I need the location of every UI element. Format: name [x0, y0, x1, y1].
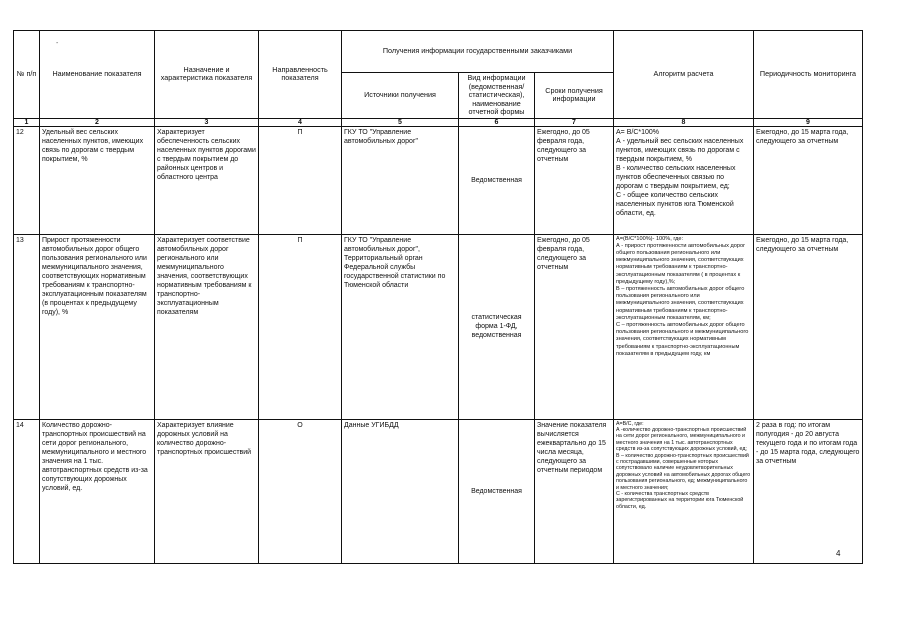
algorithm-line: С – протяженность автомобильных дорог общего пользования регионального и межмуниципального значения, соответствующих нормативным требованиям к транспортно-эксплуатационным показателям в предыдущем году, км	[616, 321, 749, 357]
indicators-table	[13, 30, 863, 564]
header-sources: Источники получения	[342, 73, 459, 119]
column-number: 5	[342, 118, 459, 126]
header-direction: Направленность показателя	[259, 31, 342, 119]
page-number: 4	[836, 549, 841, 558]
row-sources: ГКУ ТО "Управление автомобильных дорог"	[342, 126, 459, 234]
algorithm-line: А= В/С*100%	[616, 128, 659, 136]
row-num: 14	[14, 419, 40, 563]
algorithm-line: В – количество дорожно-транспортных происшествий с пострадавшими, совершенные которых сопутствовало наличие неудовлетворительных дорожных условий на автомобильных дорогах общего пользования регионального, ед; межмуниципального и местного значения;	[616, 452, 751, 491]
column-number: 1	[14, 118, 40, 126]
row-sources: ГКУ ТО "Управление автомобильных дорог", Территориальный орган Федеральной службы государственной статистики по Тюменской области	[342, 234, 459, 419]
column-numbers-row	[14, 118, 863, 126]
header-name: Наименование показателя	[40, 31, 155, 119]
algorithm-line: В - количество сельских населенных пунктов обеспеченных связью по дорогам с твердым покрытием, ед;	[616, 164, 736, 190]
column-number: 6	[459, 118, 535, 126]
header-terms: Сроки получения информации	[535, 73, 614, 119]
row-purpose: Характеризует соответствие автомобильных дорог регионального или межмуниципального значения, соответствующих нормативным требованиям к транспортно-эксплуатационным показателям	[155, 234, 259, 419]
row-purpose: Характеризует влияние дорожных условий на количество дорожно-транспортных происшествий	[155, 419, 259, 563]
row-terms: Ежегодно, до 05 февраля года, следующего за отчетным	[535, 234, 614, 419]
header-algorithm: Алгоритм расчета	[614, 31, 754, 119]
header-num: № п/п	[14, 31, 40, 119]
algorithm-line: А=В/С, где:	[616, 420, 644, 427]
row-num: 13	[14, 234, 40, 419]
table-row	[14, 419, 863, 563]
row-periodicity: Ежегодно, до 15 марта года, следующего за отчетным	[754, 126, 863, 234]
row-info-type: Ведомственная	[459, 126, 535, 234]
row-periodicity: Ежегодно, до 15 марта года, следующего за отчетным	[754, 234, 863, 419]
algorithm-line: С - количества транспортных средств зарегистрированных на территории юга Тюменской области, ед.	[616, 490, 744, 510]
column-number: 3	[155, 118, 259, 126]
row-name: Удельный вес сельских населенных пунктов, имеющих связь по дорогам с твердым покрытием, %	[40, 126, 155, 234]
row-terms: Ежегодно, до 05 февраля года, следующего за отчетным	[535, 126, 614, 234]
header-info-group: Получения информации государственными заказчиками	[342, 31, 614, 73]
column-number: 8	[614, 118, 754, 126]
column-number: 4	[259, 118, 342, 126]
algorithm-line: А=(В/С*100%)- 100%, где:	[616, 235, 684, 242]
header-purpose: Назначение и характеристика показателя	[155, 31, 259, 119]
algorithm-line: В – протяженность автомобильных дорог общего пользования регионального или межмуниципального значения, соответствующих нормативным требованиям к транспортно-эксплуатационным показателям, км;	[616, 285, 745, 321]
row-info-type: Ведомственная	[459, 419, 535, 563]
row-terms: Значение показателя вычисляется ежеквартально до 15 числа месяца, следующего за отчетным периодом	[535, 419, 614, 563]
row-info-type: статистическая форма 1-ФД, ведомственная	[459, 234, 535, 419]
row-purpose: Характеризует обеспеченность сельских населенных пунктов дорогами с твердым покрытием до районных центров и областного центра	[155, 126, 259, 234]
table-row	[14, 234, 863, 419]
row-name: Прирост протяженности автомобильных дорог общего пользования регионального или межмуниципального значения, соответствующих нормативным требованиям к транспортно-эксплуатационным показателям (в процентах к предыдущему году), %	[40, 234, 155, 419]
header-periodicity: Периодичность мониторинга	[754, 31, 863, 119]
scan-mark: -	[56, 40, 59, 47]
column-number: 7	[535, 118, 614, 126]
column-number: 9	[754, 118, 863, 126]
algorithm-line: С - общее количество сельских населенных пунктов юга Тюменской области, ед.	[616, 191, 734, 217]
column-number: 2	[40, 118, 155, 126]
header-info-type: Вид информации (ведомственная/ статистическая), наименование отчетной формы	[459, 73, 535, 119]
row-periodicity: 2 раза в год: по итогам полугодия - до 20 августа текущего года и по итогам года - до 15 марта года, следующего за отчетным	[754, 419, 863, 563]
row-direction: П	[259, 234, 342, 419]
row-algorithm	[614, 419, 754, 563]
row-name: Количество дорожно-транспортных происшествий на сети дорог регионального, межмуниципального и местного значения на 1 тыс. автотранспортных средств из-за сопутствующих дорожных условий, ед.	[40, 419, 155, 563]
row-direction: О	[259, 419, 342, 563]
row-algorithm	[614, 126, 754, 234]
algorithm-line: А -количество дорожно-транспортных происшествий на сети дорог регионального, межмуниципального и местного значения на 1 тыс. автотранспортных средств из-за сопутствующих дорожных условий, ед;	[616, 426, 747, 453]
row-algorithm	[614, 234, 754, 419]
row-direction: П	[259, 126, 342, 234]
table-row	[14, 126, 863, 234]
algorithm-line: А - прирост протяженности автомобильных дорог общего пользования регионального или межмуниципального значения, соответствующих нормативным требованиям к транспортно-эксплуатационным показателям ( в процентах к предыдущему году),%;	[616, 242, 746, 285]
monitoring-table-sheet	[13, 30, 862, 564]
row-num: 12	[14, 126, 40, 234]
row-sources: Данные УГИБДД	[342, 419, 459, 563]
algorithm-line: А - удельный вес сельских населенных пунктов, имеющих связь по дорогам с твердым покрытием, %	[616, 137, 744, 163]
